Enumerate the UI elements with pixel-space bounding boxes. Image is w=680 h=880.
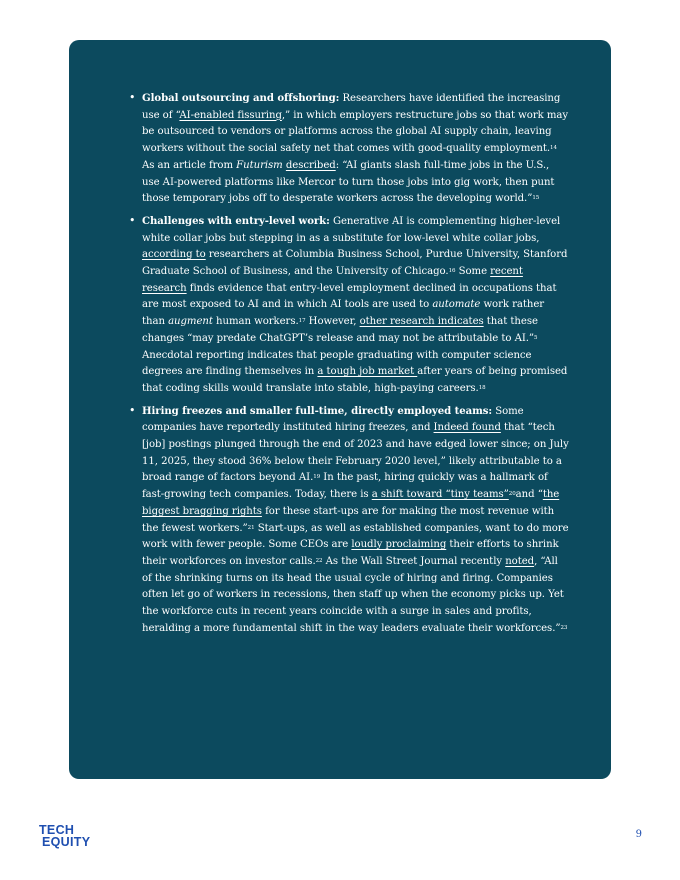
body-text: Some companies have reportedly instituted hiring freezes, and (142, 405, 524, 434)
body-text: In the past, hiring quickly was a hallmark of fast-growing tech companies. Today, there is (142, 472, 548, 501)
reference-link[interactable]: the biggest bragging rights (142, 489, 560, 517)
body-text: Researchers have identified the increasing use of “ (142, 93, 561, 121)
body-text: researchers at Columbia Business School, Purdue University, Stanford Graduate School of Business, and the University of Chicago. (142, 249, 568, 278)
body-text: Anecdotal reporting indicates that people graduating with computer science degrees are finding themselves in (142, 349, 532, 378)
body-text: that “tech [job] postings plunged through the end of 2023 and have edged lower since; on July 11, 2025, they stood 36% below their February 2020 level,” likely attributable to a broad range of factors beyond AI. (142, 422, 569, 484)
reference-link[interactable]: a tough job market (317, 366, 418, 378)
bullet-dot-icon: • (129, 403, 136, 417)
body-text: human workers. (212, 316, 299, 328)
body-text: after years of being promised that coding skills would translate into stable, high-paying careers. (142, 366, 568, 394)
reference-link[interactable]: described (285, 159, 336, 171)
body-text: their efforts to shrink their workforces on investor calls. (142, 539, 559, 567)
bullet-item (129, 213, 569, 398)
reference-link[interactable]: recent research (142, 266, 523, 294)
page-number: 9 (635, 829, 642, 840)
body-text: Generative AI is complementing higher-level white collar jobs but stepping in as a substitute for low-level white collar jobs, (142, 215, 561, 244)
reference-link[interactable]: a shift toward “tiny teams” (371, 489, 509, 501)
body-text: As an article from (142, 159, 237, 171)
bullet-dot-icon: • (129, 213, 136, 227)
footnote-marker: 22 (315, 557, 323, 564)
techequity-logo (39, 824, 90, 848)
footnote-marker: 20 (508, 491, 516, 498)
body-text: , “All of the shrinking turns on its head the usual cycle of hiring and firing. Companies often let go of workers in recessions, then staff up when the economy picks up. Yet the workforce cuts in recent years coincide with a surge in sales and profits, heralding a more fundamental shift in the way leaders evaluate their workforces.” (142, 555, 564, 634)
body-text: As the Wall Street Journal recently (322, 555, 506, 567)
bullet-paragraph (142, 213, 569, 398)
footnote-marker: 21 (247, 524, 255, 531)
bullet-lead-heading: Challenges with entry-level work: (142, 214, 330, 227)
body-text: finds evidence that entry-level employment declined in occupations that are most exposed to AI and in which AI tools are used to (142, 282, 557, 311)
footnote-marker: 16 (448, 268, 456, 275)
bullet-paragraph (142, 90, 569, 208)
content-panel (69, 40, 611, 779)
reference-link[interactable]: according to (142, 249, 206, 261)
body-text: Start-ups, as well as established companies, want to do more work with fewer people. Some CEOs are (142, 522, 569, 551)
bullet-paragraph (142, 403, 569, 638)
body-text: that these changes “may predate ChatGPT’s release and may not be attributable to AI.” (142, 316, 538, 344)
body-text: Some (455, 266, 491, 278)
footnote-marker: 5 (534, 334, 538, 341)
bullet-dot-icon: • (129, 91, 136, 104)
italic-text: automate (432, 299, 481, 311)
footnote-marker: 15 (532, 195, 540, 202)
italic-text: augment (168, 316, 213, 328)
body-text: However, (305, 316, 360, 328)
reference-link[interactable]: Indeed found (433, 422, 501, 434)
body-text: and “ (515, 489, 543, 501)
body-text: : “AI giants slash full-time jobs in the U.S., use AI-powered platforms like Mercor to turn those jobs into gig work, then punt those temporary jobs off to desperate workers across the developing world.” (142, 159, 555, 205)
reference-link[interactable]: AI-enabled fissuring (179, 109, 282, 121)
bullet-item (129, 90, 569, 208)
reference-link[interactable]: loudly proclaiming (351, 539, 447, 551)
italic-text: Futurism (236, 159, 283, 171)
bullet-lead-heading: Hiring freezes and smaller full-time, directly employed teams: (142, 404, 493, 417)
logo-line-2: EQUITY (42, 835, 91, 849)
footnote-marker: 23 (560, 624, 568, 631)
footnote-marker: 17 (298, 318, 306, 325)
footnote-marker: 18 (478, 384, 486, 391)
bullet-list (129, 90, 569, 638)
logo-line-1: TECH (39, 823, 75, 837)
footnote-marker: 14 (550, 145, 557, 152)
reference-link[interactable]: other research indicates (359, 316, 484, 328)
footnote-marker: 19 (313, 474, 321, 481)
bullet-lead-heading: Global outsourcing and offshoring: (142, 92, 340, 104)
bullet-item (129, 403, 569, 638)
reference-link[interactable]: noted (505, 555, 535, 567)
body-text: work rather than (142, 299, 545, 328)
body-text: for these start-ups are for making the most revenue with the fewest workers.” (142, 505, 555, 534)
body-text: ,” in which employers restructure jobs so that work may be outsourced to vendors or platforms across the global AI supply chain, leaving workers without the social safety net that comes with good-quality employment. (142, 109, 569, 155)
